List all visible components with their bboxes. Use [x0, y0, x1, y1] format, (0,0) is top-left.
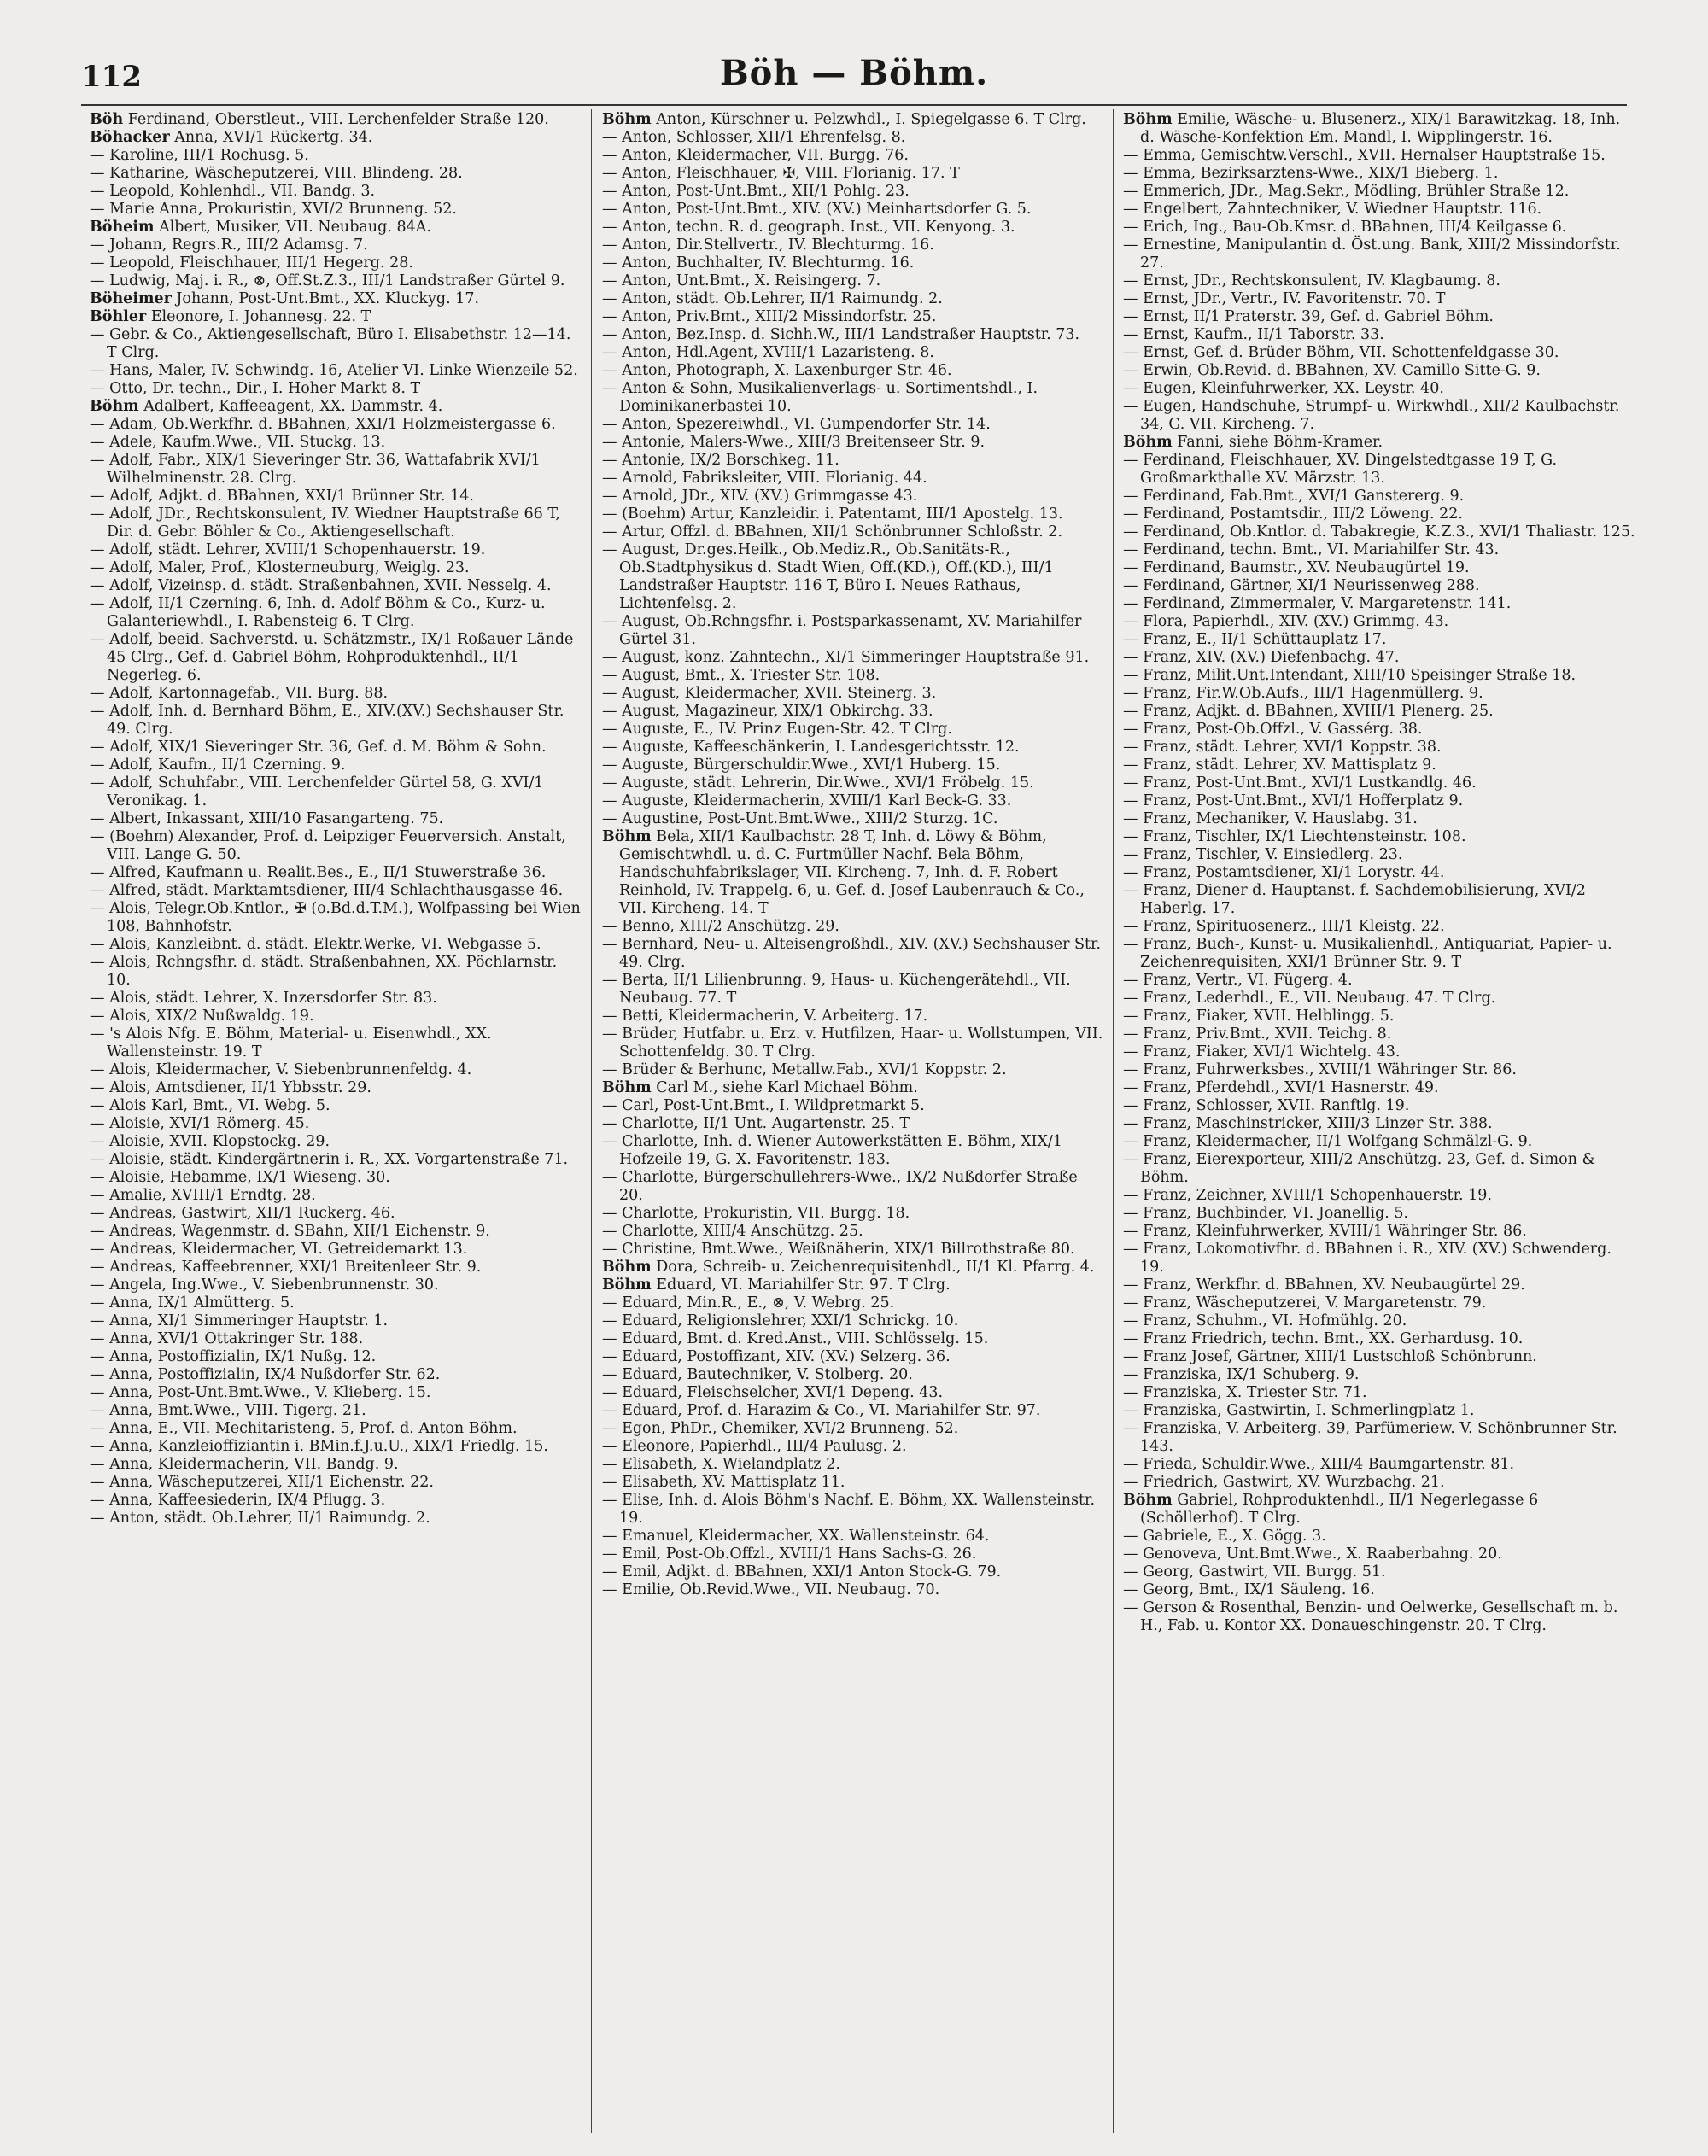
- directory-entry: — Franz, Lederhdl., E., VII. Neubaug. 47. T Clrg.: [1123, 990, 1496, 1007]
- directory-entry: — Adolf, Fabr., XIX/1 Sieveringer Str. 36, Wattafabrik XVI/1 Wilhelminenstr. 28. Clrg.: [90, 452, 541, 487]
- directory-entry: — Franz, Milit.Unt.Intendant, XIII/10 Speisinger Straße 18.: [1123, 667, 1576, 684]
- directory-entry: — Angela, Ing.Wwe., V. Siebenbrunnenstr. 30.: [90, 1277, 439, 1294]
- directory-entry: — Antonie, Malers-Wwe., XIII/3 Breitenseer Str. 9.: [602, 434, 986, 451]
- directory-entry: — Eugen, Handschuhe, Strumpf- u. Wirkwhdl., XII/2 Kaulbachstr. 34, G. VII. Kircheng. 7.: [1123, 398, 1620, 433]
- directory-entry: — August, Ob.Rchngsfhr. i. Postsparkassenamt, XV. Mariahilfer Gürtel 31.: [602, 613, 1082, 648]
- directory-entry: — Adolf, II/1 Czerning. 6, Inh. d. Adolf Böhm & Co., Kurz- u. Galanteriewhdl., I. Rabensteig 6. T Clrg.: [90, 595, 546, 630]
- directory-entry: — Anna, XVI/1 Ottakringer Str. 188.: [90, 1330, 364, 1347]
- directory-entry: — Friedrich, Gastwirt, XV. Wurzbachg. 21.: [1123, 1474, 1445, 1491]
- directory-entry: — Franz, städt. Lehrer, XVI/1 Koppstr. 38.: [1123, 739, 1442, 756]
- directory-entry: — Adolf, städt. Lehrer, XVIII/1 Schopenhauerstr. 19.: [90, 541, 486, 558]
- directory-entry: — Anna, Kaffeesiederin, IX/4 Pflugg. 3.: [90, 1492, 386, 1509]
- directory-entry: — Franz, Post-Unt.Bmt., XVI/1 Lustkandlg. 46.: [1123, 774, 1477, 792]
- directory-entry: — Anton, städt. Ob.Lehrer, II/1 Raimundg. 2.: [602, 290, 943, 307]
- directory-entry: — August, konz. Zahntechn., XI/1 Simmeringer Hauptstraße 91.: [602, 649, 1090, 666]
- directory-entry: — Franz, Spirituosenerz., III/1 Kleistg. 22.: [1123, 918, 1445, 935]
- directory-entry: — Adolf, Vizeinsp. d. städt. Straßenbahnen, XVII. Nesselg. 4.: [90, 577, 552, 594]
- directory-entry: — Anna, Kanzleioffiziantin i. BMin.f.J.u.U., XIX/1 Friedlg. 15.: [90, 1438, 548, 1455]
- directory-entry: — Ernestine, Manipulantin d. Öst.ung. Bank, XIII/2 Missindorfstr. 27.: [1123, 237, 1621, 272]
- directory-entry: — Emilie, Ob.Revid.Wwe., VII. Neubaug. 70.: [602, 1581, 940, 1598]
- directory-entry: — Auguste, Kleidermacherin, XVIII/1 Karl Beck-G. 33.: [602, 792, 1012, 809]
- directory-entry: — Eduard, Religionslehrer, XXI/1 Schrickg. 10.: [602, 1312, 959, 1329]
- directory-entry: — Aloisie, städt. Kindergärtnerin i. R., XX. Vorgartenstraße 71.: [90, 1151, 569, 1168]
- directory-entry: — Auguste, städt. Lehrerin, Dir.Wwe., XVI/1 Fröbelg. 15.: [602, 774, 1034, 792]
- directory-entry: — Alfred, städt. Marktamtsdiener, III/4 Schlachthausgasse 46.: [90, 882, 564, 899]
- directory-entry: — Bernhard, Neu- u. Alteisengroßhdl., XIV. (XV.) Sechshauser Str. 49. Clrg.: [602, 936, 1102, 971]
- directory-entry: — Georg, Gastwirt, VII. Burgg. 51.: [1123, 1563, 1386, 1580]
- directory-entry: — Elisabeth, X. Wielandplatz 2.: [602, 1456, 840, 1473]
- directory-entry: — Johann, Regrs.R., III/2 Adamsg. 7.: [90, 237, 368, 254]
- directory-entry: — Alois, XIX/2 Nußwaldg. 19.: [90, 1008, 314, 1025]
- directory-entry: — Franziska, Gastwirtin, I. Schmerlingplatz 1.: [1123, 1402, 1475, 1419]
- directory-entry: — Anton, Schlosser, XII/1 Ehrenfelsg. 8.: [602, 129, 906, 146]
- directory-entry: — Alfred, Kaufmann u. Realit.Bes., E., II/1 Stuwerstraße 36.: [90, 864, 547, 881]
- column-3: [1123, 111, 1635, 2135]
- directory-entry: — Gabriele, E., X. Gögg. 3.: [1123, 1528, 1326, 1545]
- directory-entry: — Anna, Postoffizialin, IX/4 Nußdorfer Str. 62.: [90, 1366, 441, 1383]
- directory-entry: — Ferdinand, Fleischhauer, XV. Dingelstedtgasse 19 T, G. Großmarkthalle XV. Märzstr. 13.: [1123, 452, 1558, 487]
- directory-entry: — Franz, Schuhm., VI. Hofmühlg. 20.: [1123, 1312, 1407, 1329]
- directory-entry: — Anna, E., VII. Mechitaristeng. 5, Prof. d. Anton Böhm.: [90, 1420, 518, 1437]
- directory-entry: Böhm Anton, Kürschner u. Pelzwhdl., I. Spiegelgasse 6. T Clrg.: [602, 111, 1086, 128]
- directory-entry: — Otto, Dr. techn., Dir., I. Hoher Markt 8. T: [90, 380, 421, 397]
- directory-entry: — Ferdinand, Gärtner, XI/1 Neurissenweg 288.: [1123, 577, 1480, 594]
- column-divider: [1113, 109, 1114, 2133]
- directory-entry: — Anton, Unt.Bmt., X. Reisingerg. 7.: [602, 272, 881, 289]
- directory-entry: Böhm Bela, XII/1 Kaulbachstr. 28 T, Inh. d. Löwy & Böhm, Gemischtwhdl. u. d. C. Furtmüller Nachf. Bela Böhm, Handschuhfabrikslager, VII. Kircheng. 7, Inh. d. F. Robert Reinhold, IV. Trappelg. 6, u. Gef. d. Josef Laubenrauch & Co., VII. Kircheng. 14. T: [602, 828, 1085, 917]
- directory-entry: Böhm Emilie, Wäsche- u. Blusenerz., XIX/1 Barawitzkag. 18, Inh. d. Wäsche-Konfektion Em. Mandl, I. Wipplingerstr. 16.: [1123, 111, 1621, 146]
- directory-entry: — Anna, Kleidermacherin, VII. Bandg. 9.: [90, 1456, 399, 1473]
- directory-entry: — Franz, Kleinfuhrwerker, XVIII/1 Währinger Str. 86.: [1123, 1223, 1527, 1240]
- directory-entry: — Marie Anna, Prokuristin, XVI/2 Brunneng. 52.: [90, 201, 457, 218]
- directory-entry: — Ferdinand, Zimmermaler, V. Margaretenstr. 141.: [1123, 595, 1512, 612]
- directory-entry: — Alois, städt. Lehrer, X. Inzersdorfer Str. 83.: [90, 990, 437, 1007]
- directory-entry: — Anton, städt. Ob.Lehrer, II/1 Raimundg. 2.: [90, 1510, 430, 1527]
- directory-entry: — Benno, XIII/2 Anschützg. 29.: [602, 918, 839, 935]
- directory-entry: — Katharine, Wäscheputzerei, VIII. Blindeng. 28.: [90, 165, 463, 182]
- directory-entry: — Aloisie, XVII. Klopstockg. 29.: [90, 1133, 330, 1150]
- column-2: [602, 111, 1106, 2135]
- directory-entry: — Engelbert, Zahntechniker, V. Wiedner Hauptstr. 116.: [1123, 201, 1542, 218]
- directory-entry: — Adolf, XIX/1 Sieveringer Str. 36, Gef. d. M. Böhm & Sohn.: [90, 739, 547, 756]
- directory-entry: — Adam, Ob.Werkfhr. d. BBahnen, XXI/1 Holzmeistergasse 6.: [90, 416, 556, 433]
- directory-entry: Böhm Gabriel, Rohproduktenhdl., II/1 Negerlegasse 6 (Schöllerhof). T Clrg.: [1123, 1492, 1539, 1527]
- directory-entry: — Leopold, Fleischhauer, III/1 Hegerg. 28.: [90, 254, 413, 272]
- directory-entry: — Alois, Telegr.Ob.Kntlor., ✠ (o.Bd.d.T.M.), Wolfpassing bei Wien 108, Bahnhofstr.: [90, 900, 581, 935]
- directory-entry: — Franz, Eierexporteur, XIII/2 Anschützg. 23, Gef. d. Simon & Böhm.: [1123, 1151, 1596, 1186]
- directory-entry: — Franz, Fiaker, XVII. Helblingg. 5.: [1123, 1008, 1395, 1025]
- directory-entry: — Franz, Post-Unt.Bmt., XVI/1 Hofferplatz 9.: [1123, 792, 1464, 809]
- directory-entry: Böhm Eduard, VI. Mariahilfer Str. 97. T Clrg.: [602, 1277, 951, 1294]
- directory-entry: — Ludwig, Maj. i. R., ⊗, Off.St.Z.3., III/1 Landstraßer Gürtel 9.: [90, 272, 565, 289]
- directory-entry: — Ernst, JDr., Vertr., IV. Favoritenstr. 70. T: [1123, 290, 1446, 307]
- directory-entry: — Eduard, Min.R., E., ⊗, V. Webrg. 25.: [602, 1294, 895, 1312]
- directory-entry: — Brüder & Berhunc, Metallw.Fab., XVI/1 Koppstr. 2.: [602, 1061, 1007, 1078]
- directory-entry: — Andreas, Kleidermacher, VI. Getreidemarkt 13.: [90, 1241, 468, 1258]
- directory-entry: — Andreas, Wagenmstr. d. SBahn, XII/1 Eichenstr. 9.: [90, 1223, 490, 1240]
- directory-entry: Böheim Albert, Musiker, VII. Neubaug. 84A.: [90, 219, 431, 236]
- directory-entry: — Ernst, JDr., Rechtskonsulent, IV. Klagbaumg. 8.: [1123, 272, 1500, 289]
- directory-entry: — Auguste, Bürgerschuldir.Wwe., XVI/1 Huberg. 15.: [602, 757, 1001, 774]
- directory-entry: — Eleonore, Papierhdl., III/4 Paulusg. 2.: [602, 1438, 907, 1455]
- directory-entry: — August, Bmt., X. Triester Str. 108.: [602, 667, 880, 684]
- directory-entry: — Elisabeth, XV. Mattisplatz 11.: [602, 1474, 845, 1491]
- directory-entry: — Anton, Post-Unt.Bmt., XII/1 Pohlg. 23.: [602, 183, 910, 200]
- directory-entry: — Eduard, Prof. d. Harazim & Co., VI. Mariahilfer Str. 97.: [602, 1402, 1041, 1419]
- directory-entry: — Franz, Wäscheputzerei, V. Margaretenstr. 79.: [1123, 1294, 1487, 1312]
- directory-entry: — Franz, Buchbinder, VI. Joanellig. 5.: [1123, 1205, 1409, 1222]
- directory-entry: — Franz, Maschinstricker, XIII/3 Linzer Str. 388.: [1123, 1115, 1493, 1132]
- directory-entry: — Gebr. & Co., Aktiengesellschaft, Büro I. Elisabethstr. 12—14. T Clrg.: [90, 326, 571, 361]
- directory-entry: — Charlotte, Bürgerschullehrers-Wwe., IX/2 Nußdorfer Straße 20.: [602, 1169, 1078, 1204]
- directory-entry: — Anton, Photograph, X. Laxenburger Str. 46.: [602, 362, 952, 379]
- directory-entry: — Amalie, XVIII/1 Erndtg. 28.: [90, 1187, 316, 1204]
- directory-entry: — Frieda, Schuldir.Wwe., XIII/4 Baumgartenstr. 81.: [1123, 1456, 1515, 1473]
- directory-entry: — Egon, PhDr., Chemiker, XVI/2 Brunneng. 52.: [602, 1420, 959, 1437]
- directory-entry: — Franz, Post-Ob.Offzl., V. Gassérg. 38.: [1123, 721, 1423, 738]
- directory-entry: — Anna, IX/1 Almütterg. 5.: [90, 1294, 295, 1312]
- directory-entry: — Ernst, Kaufm., II/1 Taborstr. 33.: [1123, 326, 1384, 343]
- directory-entry: — Anna, Bmt.Wwe., VIII. Tigerg. 21.: [90, 1402, 366, 1419]
- directory-entry: — Franz, Zeichner, XVIII/1 Schopenhauerstr. 19.: [1123, 1187, 1492, 1204]
- directory-entry: — Adolf, Schuhfabr., VIII. Lerchenfelder Gürtel 58, G. XVI/1 Veronikag. 1.: [90, 774, 544, 809]
- directory-entry: — Franz, XIV. (XV.) Diefenbachg. 47.: [1123, 649, 1400, 666]
- directory-entry: — Franz Josef, Gärtner, XIII/1 Lustschloß Schönbrunn.: [1123, 1348, 1537, 1365]
- directory-entry: — Franz, Postamtsdiener, XI/1 Lorystr. 44.: [1123, 864, 1445, 881]
- directory-entry: — (Boehm) Artur, Kanzleidir. i. Patentamt, III/1 Apostelg. 13.: [602, 505, 1063, 523]
- directory-entry: — Anton, Post-Unt.Bmt., XIV. (XV.) Meinhartsdorfer G. 5.: [602, 201, 1032, 218]
- directory-entry: — Eduard, Fleischselcher, XVI/1 Depeng. 43.: [602, 1384, 944, 1401]
- directory-entry: — Franz, Mechaniker, V. Hauslabg. 31.: [1123, 810, 1418, 827]
- directory-entry: — Franz, Tischler, V. Einsiedlerg. 23.: [1123, 846, 1403, 863]
- directory-entry: — Antonie, IX/2 Borschkeg. 11.: [602, 452, 839, 469]
- directory-entry: — Anton, Fleischhauer, ✠, VIII. Florianig. 17. T: [602, 165, 960, 182]
- directory-entry: Böheimer Johann, Post-Unt.Bmt., XX. Kluckyg. 17.: [90, 290, 480, 307]
- directory-entry: — Emma, Gemischtw.Verschl., XVII. Hernalser Hauptstraße 15.: [1123, 147, 1606, 164]
- directory-entry: — Franz, Fir.W.Ob.Aufs., III/1 Hagenmüllerg. 9.: [1123, 685, 1483, 702]
- directory-entry: — Franziska, X. Triester Str. 71.: [1123, 1384, 1367, 1401]
- directory-entry: — 's Alois Nfg. E. Böhm, Material- u. Eisenwhdl., XX. Wallensteinstr. 19. T: [90, 1025, 492, 1060]
- header-rule: [81, 104, 1627, 106]
- page-number: 112: [81, 60, 142, 94]
- directory-entry: — Betti, Kleidermacherin, V. Arbeiterg. 17.: [602, 1008, 928, 1025]
- directory-entry: — Anton & Sohn, Musikalienverlags- u. Sortimentshdl., I. Dominikanerbastei 10.: [602, 380, 1038, 415]
- directory-entry: — Franz Friedrich, techn. Bmt., XX. Gerhardusg. 10.: [1123, 1330, 1524, 1347]
- directory-entry: — Charlotte, Inh. d. Wiener Autowerkstätten E. Böhm, XIX/1 Hofzeile 19, G. X. Favoritenstr. 183.: [602, 1133, 1062, 1168]
- directory-entry: — Andreas, Kaffeebrenner, XXI/1 Breitenleer Str. 9.: [90, 1259, 482, 1276]
- directory-entry: — Arnold, Fabriksleiter, VIII. Florianig. 44.: [602, 470, 927, 487]
- directory-entry: — Charlotte, II/1 Unt. Augartenstr. 25. T: [602, 1115, 910, 1132]
- directory-entry: — Franz, Adjkt. d. BBahnen, XVIII/1 Plenerg. 25.: [1123, 703, 1494, 720]
- directory-entry: — Emil, Adjkt. d. BBahnen, XXI/1 Anton Stock-G. 79.: [602, 1563, 1002, 1580]
- directory-entry: — Adolf, JDr., Rechtskonsulent, IV. Wiedner Hauptstraße 66 T, Dir. d. Gebr. Böhler & Co., Aktiengesellschaft.: [90, 505, 560, 540]
- directory-entry: — Karoline, III/1 Rochusg. 5.: [90, 147, 309, 164]
- directory-entry: — Adolf, Inh. d. Bernhard Böhm, E., XIV.(XV.) Sechshauser Str. 49. Clrg.: [90, 703, 564, 738]
- directory-entry: — Ernst, Gef. d. Brüder Böhm, VII. Schottenfeldgasse 30.: [1123, 344, 1559, 361]
- directory-entry: — Christine, Bmt.Wwe., Weißnäherin, XIX/1 Billrothstraße 80.: [602, 1241, 1075, 1258]
- directory-entry: — Anton, Bez.Insp. d. Sichh.W., III/1 Landstraßer Hauptstr. 73.: [602, 326, 1080, 343]
- directory-entry: — Franz, Kleidermacher, II/1 Wolfgang Schmälzl-G. 9.: [1123, 1133, 1533, 1150]
- directory-entry: — Berta, II/1 Lilienbrunng. 9, Haus- u. Küchengerätehdl., VII. Neubaug. 77. T: [602, 972, 1071, 1007]
- directory-entry: — Charlotte, XIII/4 Anschützg. 25.: [602, 1223, 863, 1240]
- directory-entry: — Franz, Lokomotivfhr. d. BBahnen i. R., XIV. (XV.) Schwenderg. 19.: [1123, 1241, 1611, 1276]
- directory-entry: — Franz, Fuhrwerksbes., XVIII/1 Währinger Str. 86.: [1123, 1061, 1517, 1078]
- directory-entry: — Elise, Inh. d. Alois Böhm's Nachf. E. Böhm, XX. Wallensteinstr. 19.: [602, 1492, 1096, 1527]
- directory-entry: — Alois, Amtsdiener, II/1 Ybbsstr. 29.: [90, 1079, 371, 1096]
- directory-entry: — Alois, Kleidermacher, V. Siebenbrunnenfeldg. 4.: [90, 1061, 472, 1078]
- directory-entry: — August, Dr.ges.Heilk., Ob.Mediz.R., Ob.Sanitäts-R., Ob.Stadtphysikus d. Stadt Wien, Off.(KD.), Off.(KD.), III/1 Landstraßer Hauptstr. 116 T, Büro I. Neues Rathaus, Lichtenfelsg. 2.: [602, 541, 1054, 612]
- directory-entry: — Leopold, Kohlenhdl., VII. Bandg. 3.: [90, 183, 376, 200]
- directory-entry: — Anna, Postoffizialin, IX/1 Nußg. 12.: [90, 1348, 377, 1365]
- directory-entry: — Anton, Buchhalter, IV. Blechturmg. 16.: [602, 254, 915, 272]
- directory-entry: — Anton, Priv.Bmt., XIII/2 Missindorfstr. 25.: [602, 308, 937, 325]
- directory-entry: — Gerson & Rosenthal, Benzin- und Oelwerke, Gesellschaft m. b. H., Fab. u. Kontor XX. Donaueschingenstr. 20. T Clrg.: [1123, 1599, 1618, 1634]
- directory-entry: — Ferdinand, Fab.Bmt., XVI/1 Ganstererg. 9.: [1123, 488, 1465, 505]
- directory-entry: — Auguste, Kaffeeschänkerin, I. Landesgerichtsstr. 12.: [602, 739, 1020, 756]
- directory-entry: — Arnold, JDr., XIV. (XV.) Grimmgasse 43.: [602, 488, 918, 505]
- directory-entry: — Emanuel, Kleidermacher, XX. Wallensteinstr. 64.: [602, 1528, 990, 1545]
- directory-entry: — Genoveva, Unt.Bmt.Wwe., X. Raaberbahng. 20.: [1123, 1545, 1502, 1563]
- directory-entry: Böh Ferdinand, Oberstleut., VIII. Lerchenfelder Straße 120.: [90, 111, 549, 128]
- directory-entry: — Alois Karl, Bmt., VI. Webg. 5.: [90, 1097, 330, 1114]
- directory-entry: — Alois, Kanzleibnt. d. städt. Elektr.Werke, VI. Webgasse 5.: [90, 936, 541, 953]
- directory-entry: — Eugen, Kleinfuhrwerker, XX. Leystr. 40.: [1123, 380, 1444, 397]
- directory-entry: Böhler Eleonore, I. Johannesg. 22. T: [90, 308, 371, 325]
- directory-entry: — Emma, Bezirksarztens-Wwe., XIX/1 Bieberg. 1.: [1123, 165, 1499, 182]
- directory-entry: — Brüder, Hutfabr. u. Erz. v. Hutfilzen, Haar- u. Wollstumpen, VII. Schottenfeldg. 30. T Clrg.: [602, 1025, 1103, 1060]
- directory-entry: — Auguste, E., IV. Prinz Eugen-Str. 42. T Clrg.: [602, 721, 952, 738]
- directory-entry: Böhm Fanni, siehe Böhm-Kramer.: [1123, 434, 1383, 451]
- directory-entry: — Franziska, V. Arbeiterg. 39, Parfümeriew. V. Schönbrunner Str. 143.: [1123, 1420, 1617, 1455]
- directory-entry: — Ernst, II/1 Praterstr. 39, Gef. d. Gabriel Böhm.: [1123, 308, 1494, 325]
- directory-entry: — Franz, Buch-, Kunst- u. Musikalienhdl., Antiquariat, Papier- u. Zeichenrequisiten, XXI/1 Brünner Str. 9. T: [1123, 936, 1612, 971]
- directory-entry: — Augustine, Post-Unt.Bmt.Wwe., XIII/2 Sturzg. 1C.: [602, 810, 998, 827]
- directory-entry: — Eduard, Postoffizant, XIV. (XV.) Selzerg. 36.: [602, 1348, 951, 1365]
- directory-entry: — Eduard, Bautechniker, V. Stolberg. 20.: [602, 1366, 913, 1383]
- directory-entry: — Carl, Post-Unt.Bmt., I. Wildpretmarkt 5.: [602, 1097, 925, 1114]
- directory-entry: — Eduard, Bmt. d. Kred.Anst., VIII. Schlösselg. 15.: [602, 1330, 989, 1347]
- directory-entry: Böhm Adalbert, Kaffeeagent, XX. Dammstr. 4.: [90, 398, 443, 415]
- directory-entry: — Franz, Pferdehdl., XVI/1 Hasnerstr. 49.: [1123, 1079, 1439, 1096]
- directory-entry: — Adolf, Kaufm., II/1 Czerning. 9.: [90, 757, 346, 774]
- directory-entry: — Franz, Schlosser, XVII. Ranftlg. 19.: [1123, 1097, 1410, 1114]
- directory-entry: — (Boehm) Alexander, Prof. d. Leipziger Feuerversich. Anstalt, VIII. Lange G. 50.: [90, 828, 566, 863]
- directory-entry: — Franz, E., II/1 Schüttauplatz 17.: [1123, 631, 1387, 648]
- column-divider: [591, 109, 592, 2133]
- directory-entry: — Franz, Tischler, IX/1 Liechtensteinstr. 108.: [1123, 828, 1466, 845]
- directory-entry: — Anton, Kleidermacher, VII. Burgg. 76.: [602, 147, 909, 164]
- directory-entry: — Emil, Post-Ob.Offzl., XVIII/1 Hans Sachs-G. 26.: [602, 1545, 977, 1563]
- directory-entry: — Ferdinand, Ob.Kntlor. d. Tabakregie, K.Z.3., XVI/1 Thaliastr. 125.: [1123, 523, 1635, 540]
- directory-entry: — Anton, Spezereiwhdl., VI. Gumpendorfer Str. 14.: [602, 416, 991, 433]
- directory-entry: — Emmerich, JDr., Mag.Sekr., Mödling, Brühler Straße 12.: [1123, 183, 1570, 200]
- directory-entry: — August, Kleidermacher, XVII. Steinerg. 3.: [602, 685, 937, 702]
- directory-entry: — Artur, Offzl. d. BBahnen, XII/1 Schönbrunner Schloßstr. 2.: [602, 523, 1063, 540]
- directory-entry: — Hans, Maler, IV. Schwindg. 16, Atelier VI. Linke Wienzeile 52.: [90, 362, 578, 379]
- directory-entry: — Albert, Inkassant, XIII/10 Fasangarteng. 75.: [90, 810, 444, 827]
- directory-entry: — Franz, Vertr., VI. Fügerg. 4.: [1123, 972, 1353, 989]
- directory-entry: — Flora, Papierhdl., XIV. (XV.) Grimmg. 43.: [1123, 613, 1449, 630]
- directory-entry: — Adolf, Kartonnagefab., VII. Burg. 88.: [90, 685, 389, 702]
- directory-entry: — Anton, techn. R. d. geograph. Inst., VII. Kenyong. 3.: [602, 219, 1015, 236]
- directory-entry: — Georg, Bmt., IX/1 Säuleng. 16.: [1123, 1581, 1375, 1598]
- directory-entry: — Anton, Hdl.Agent, XVIII/1 Lazaristeng. 8.: [602, 344, 934, 361]
- directory-entry: — Aloisie, Hebamme, IX/1 Wieseng. 30.: [90, 1169, 390, 1186]
- directory-entry: — Franz, Werkfhr. d. BBahnen, XV. Neubaugürtel 29.: [1123, 1277, 1525, 1294]
- directory-entry: — Franziska, IX/1 Schuberg. 9.: [1123, 1366, 1360, 1383]
- directory-entry: — Ferdinand, Postamtsdir., III/2 Löweng. 22.: [1123, 505, 1463, 523]
- directory-entry: — Anna, XI/1 Simmeringer Hauptstr. 1.: [90, 1312, 389, 1329]
- directory-entry: — August, Magazineur, XIX/1 Obkirchg. 33.: [602, 703, 933, 720]
- page-heading: Böh — Böhm.: [719, 53, 989, 93]
- directory-entry: — Adolf, Maler, Prof., Klosterneuburg, Weiglg. 23.: [90, 559, 470, 576]
- directory-entry: — Erwin, Ob.Revid. d. BBahnen, XV. Camillo Sitte-G. 9.: [1123, 362, 1541, 379]
- directory-entry: — Ferdinand, techn. Bmt., VI. Mariahilfer Str. 43.: [1123, 541, 1500, 558]
- directory-entry: — Alois, Rchngsfhr. d. städt. Straßenbahnen, XX. Pöchlarnstr. 10.: [90, 954, 558, 989]
- directory-entry: — Adolf, Adjkt. d. BBahnen, XXI/1 Brünner Str. 14.: [90, 488, 474, 505]
- directory-entry: — Franz, Priv.Bmt., XVII. Teichg. 8.: [1123, 1025, 1392, 1043]
- directory-entry: — Franz, Diener d. Hauptanst. f. Sachdemobilisierung, XVI/2 Haberlg. 17.: [1123, 882, 1586, 917]
- directory-entry: — Adele, Kaufm.Wwe., VII. Stuckg. 13.: [90, 434, 386, 451]
- directory-entry: — Anton, Dir.Stellvertr., IV. Blechturmg. 16.: [602, 237, 934, 254]
- directory-entry: — Charlotte, Prokuristin, VII. Burgg. 18.: [602, 1205, 910, 1222]
- directory-entry: — Adolf, beeid. Sachverstd. u. Schätzmstr., IX/1 Roßauer Lände 45 Clrg., Gef. d. Gabriel Böhm, Rohproduktenhdl., II/1 Negerleg. 6.: [90, 631, 574, 684]
- directory-entry: Böhm Dora, Schreib- u. Zeichenrequisitenhdl., II/1 Kl. Pfarrg. 4.: [602, 1259, 1095, 1276]
- directory-entry: — Ferdinand, Baumstr., XV. Neubaugürtel 19.: [1123, 559, 1470, 576]
- directory-entry: — Anna, Wäscheputzerei, XII/1 Eichenstr. 22.: [90, 1474, 434, 1491]
- directory-entry: — Erich, Ing., Bau-Ob.Kmsr. d. BBahnen, III/4 Keilgasse 6.: [1123, 219, 1567, 236]
- column-1: [90, 111, 581, 2135]
- directory-entry: — Franz, städt. Lehrer, XV. Mattisplatz 9.: [1123, 757, 1436, 774]
- directory-entry: — Anna, Post-Unt.Bmt.Wwe., V. Klieberg. 15.: [90, 1384, 431, 1401]
- directory-entry: Böhacker Anna, XVI/1 Rückertg. 34.: [90, 129, 373, 146]
- directory-entry: — Franz, Fiaker, XVI/1 Wichtelg. 43.: [1123, 1043, 1401, 1060]
- directory-entry: Böhm Carl M., siehe Karl Michael Böhm.: [602, 1079, 918, 1096]
- directory-entry: — Andreas, Gastwirt, XII/1 Ruckerg. 46.: [90, 1205, 395, 1222]
- directory-entry: — Aloisie, XVI/1 Römerg. 45.: [90, 1115, 310, 1132]
